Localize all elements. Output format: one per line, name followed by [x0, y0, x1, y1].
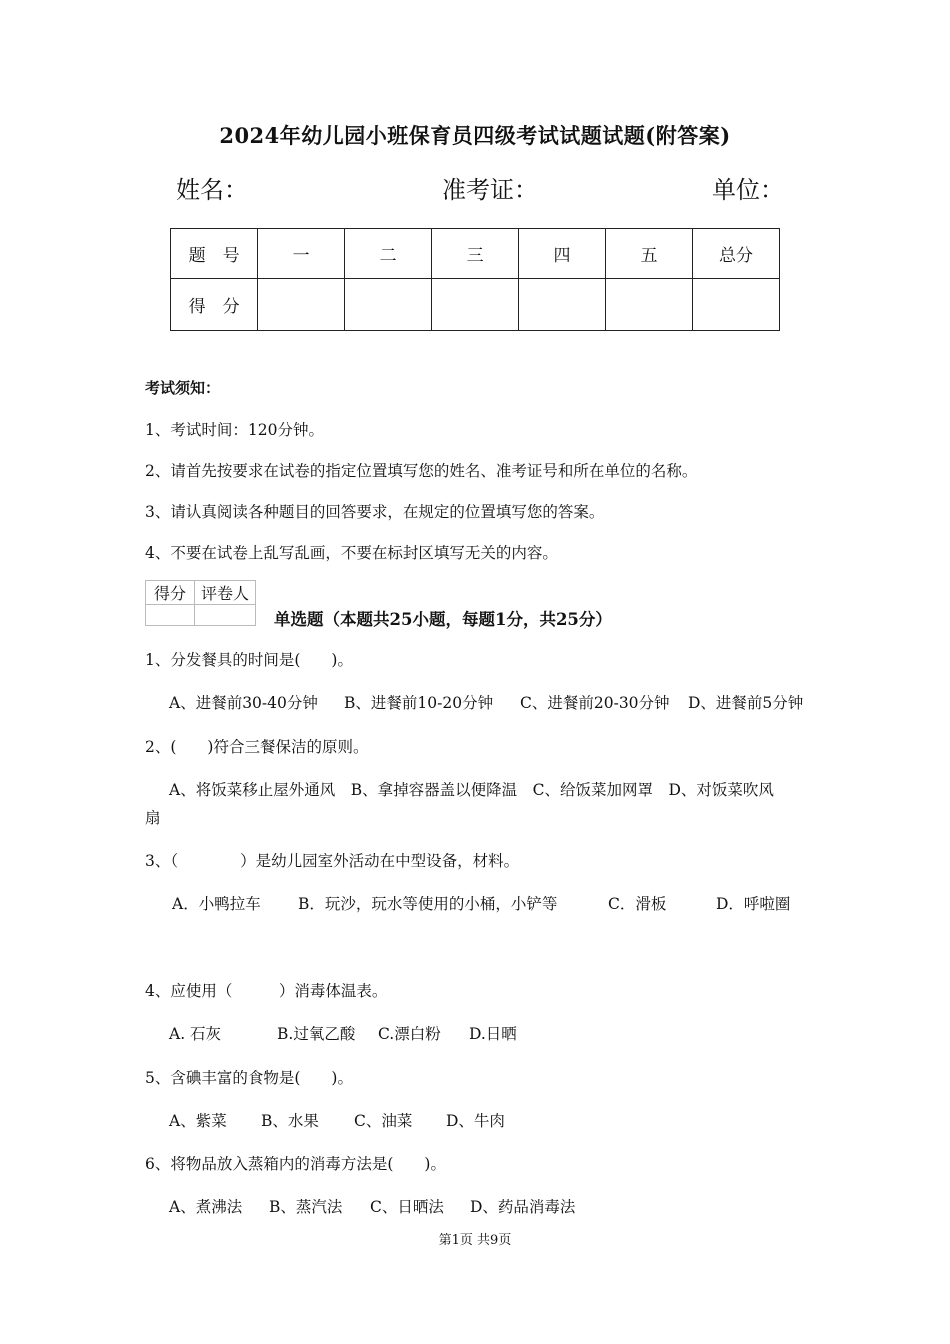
score-table-cell: 四 [519, 229, 606, 279]
page-title: 2024年幼儿园小班保育员四级考试试题试题(附答案) [219, 123, 731, 148]
score-table-score-row [171, 279, 780, 331]
option-a: A、进餐前30-40分钟 [169, 694, 318, 712]
score-input-cell[interactable] [606, 279, 693, 331]
question-text: 5、含碘丰富的食物是( )。 [145, 1069, 353, 1087]
score-input-cell[interactable] [692, 279, 779, 331]
option-d: D、进餐前5分钟 [688, 694, 804, 712]
option-c: C.漂白粉 [378, 1025, 441, 1043]
notice-heading: 考试须知： [145, 379, 221, 397]
name-field-label: 姓名： [176, 176, 248, 204]
score-row-label: 得 分 [171, 279, 258, 331]
notice-item: 4、不要在试卷上乱写乱画，不要在标封区填写无关的内容。 [145, 544, 558, 562]
score-input-cell[interactable] [519, 279, 606, 331]
score-table-cell: 一 [258, 229, 345, 279]
question-text: 4、应使用（ ）消毒体温表。 [145, 982, 388, 1000]
section-title: 单选题（本题共25小题，每题1分，共25分） [274, 610, 612, 629]
score-input-cell[interactable] [345, 279, 432, 331]
score-table-cell: 二 [345, 229, 432, 279]
notice-item: 2、请首先按要求在试卷的指定位置填写您的姓名、准考证号和所在单位的名称。 [145, 462, 698, 480]
question-text: 1、分发餐具的时间是( )。 [145, 651, 353, 669]
exam-id-field-label: 准考证： [442, 176, 538, 204]
option-d: D、牛肉 [446, 1112, 505, 1130]
option-c: C、油菜 [354, 1112, 413, 1130]
option-b: B、蒸汽法 [269, 1198, 343, 1216]
option-c: C、进餐前20-30分钟 [520, 694, 670, 712]
question-text: 3、（ ）是幼儿园室外活动在中型设备，材料。 [145, 852, 520, 870]
notice-item: 3、请认真阅读各种题目的回答要求，在规定的位置填写您的答案。 [145, 503, 605, 521]
option-c: C．滑板 [608, 895, 667, 913]
option-b: B、进餐前10-20分钟 [344, 694, 494, 712]
score-table-cell: 总分 [692, 229, 779, 279]
option-a: A、煮沸法 [169, 1198, 243, 1216]
options-line: A、将饭菜移止屋外通风 B、拿掉容器盖以便降温 C、给饭菜加网罩 D、对饭菜吹风 [169, 781, 774, 799]
score-table-cell: 题 号 [171, 229, 258, 279]
option-c: C、日晒法 [370, 1198, 444, 1216]
grader-score-label: 得分 [146, 581, 195, 605]
option-d: D.日晒 [469, 1025, 517, 1043]
page-footer: 第1页 共9页 [438, 1233, 512, 1248]
unit-field-label: 单位： [712, 176, 784, 204]
notice-item: 1、考试时间：120分钟。 [145, 421, 324, 439]
option-d: D．呼啦圈 [716, 895, 791, 913]
score-table [170, 228, 780, 331]
score-table-cell: 三 [432, 229, 519, 279]
question-text: 2、( )符合三餐保洁的原则。 [145, 738, 369, 756]
option-a: A、紫菜 [169, 1112, 227, 1130]
option-d: D、药品消毒法 [470, 1198, 576, 1216]
option-a: A. 石灰 [169, 1025, 222, 1043]
grader-score-cell[interactable] [146, 605, 195, 626]
score-table-cell: 五 [606, 229, 693, 279]
score-table-header-row [171, 229, 780, 279]
option-b: B.过氧乙酸 [277, 1025, 356, 1043]
option-a: A．小鸭拉车 [172, 895, 261, 913]
score-input-cell[interactable] [258, 279, 345, 331]
score-input-cell[interactable] [432, 279, 519, 331]
grader-table [145, 580, 256, 626]
grader-reviewer-label: 评卷人 [195, 581, 256, 605]
options-line: 扇 [145, 809, 161, 827]
option-b: B．玩沙，玩水等使用的小桶，小铲等 [298, 895, 558, 913]
option-b: B、水果 [261, 1112, 319, 1130]
question-text: 6、将物品放入蒸箱内的消毒方法是( )。 [145, 1155, 446, 1173]
grader-reviewer-cell[interactable] [195, 605, 256, 626]
